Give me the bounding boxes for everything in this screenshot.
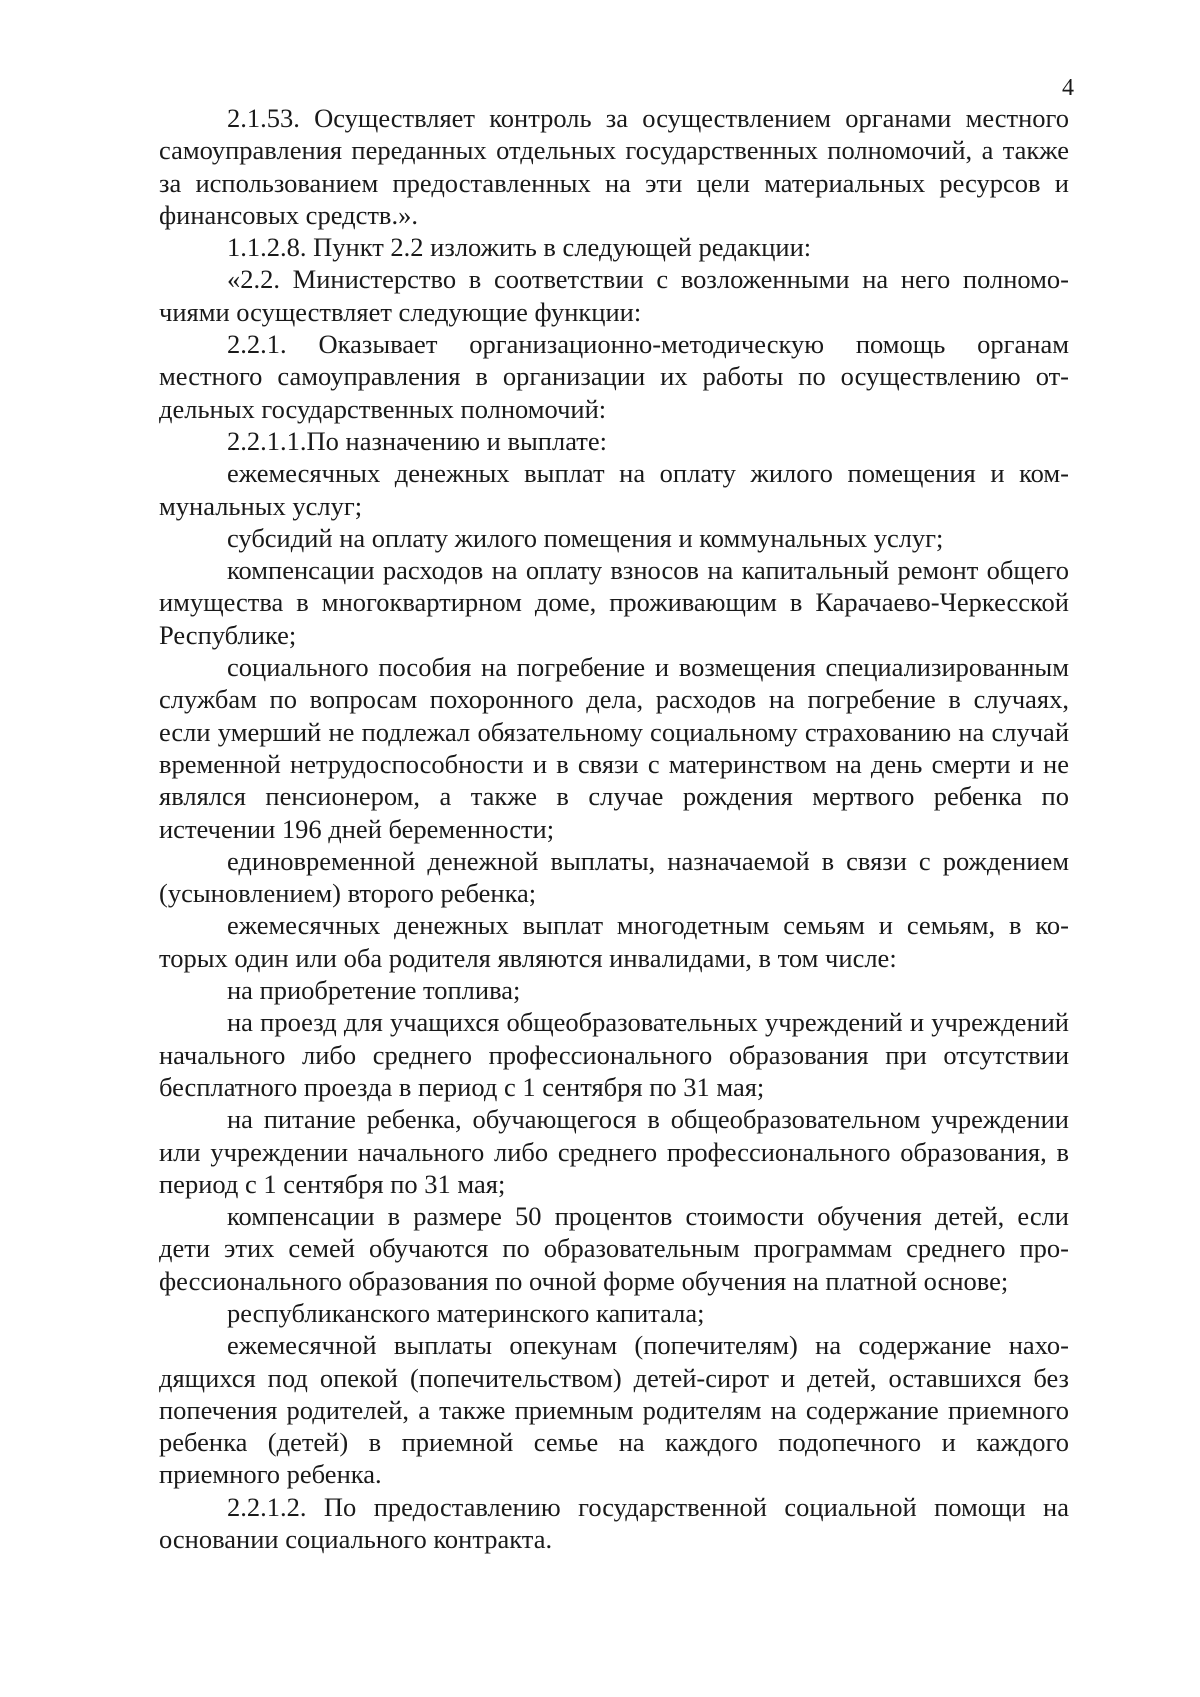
paragraph: социального пособия на погребение и возмещения специализированным службам по вопросам похоронного дела, расходов на погребение в случаях, если умерший не подлежал обязательному социальному страхованию на случай временной нетрудоспособности и в связи с материнством на день смерти и не являлся пенсионером, а также в случае рождения мертвого ребенка по истечении 196 дней беременности;: [159, 652, 1069, 844]
paragraph: единовременной денежной выплаты, назначаемой в связи с рождением (усыновлением) второго ребенка;: [159, 845, 1069, 909]
paragraph: республиканского материнского капитала;: [227, 1297, 705, 1328]
paragraph: 2.2.1.2. По предоставлению государственной социальной помощи на основании социального контракта.: [159, 1491, 1069, 1555]
paragraph: компенсации расходов на оплату взносов на капитальный ремонт общего имущества в многоквартирном доме, проживающим в Карачаево-Черкесской Республике;: [159, 555, 1069, 650]
page-number: 4: [1062, 75, 1074, 101]
paragraph: компенсации в размере 50 процентов стоимости обучения детей, если дети этих семей обучаются по образовательным программам среднего профессионального образования по очной форме обучения на платной основе;: [159, 1201, 1069, 1296]
paragraph: 2.2.1. Оказывает организационно-методическую помощь органам местного самоуправления в организации их работы по осуществлению отдельных государственных полномочий:: [159, 329, 1069, 424]
paragraph: на приобретение топлива;: [227, 975, 521, 1006]
paragraph: на питание ребенка, обучающегося в общеобразовательном учреждении или учреждении начального либо среднего профессионального образования, в период с 1 сентября по 31 мая;: [159, 1104, 1069, 1199]
paragraph: субсидий на оплату жилого помещения и коммунальных услуг;: [227, 522, 944, 553]
paragraph: 2.1.53. Осуществляет контроль за осуществлением органами местного самоуправления переданных отдельных государственных полномочий, а также за использованием предоставленных на эти цели материальных ресурсов и финансовых средств.».: [159, 103, 1069, 230]
paragraph: 1.1.2.8. Пункт 2.2 изложить в следующей редакции:: [227, 232, 812, 263]
paragraph: ежемесячной выплаты опекунам (попечителям) на содержание находящихся под опекой (попечительством) детей-сирот и детей, оставшихся без попечения родителей, а также приемным родителям на содержание приемного ребенка (детей) в приемной семье на каждого подопечного и каждого приемного ребенка.: [159, 1330, 1069, 1490]
paragraph: ежемесячных денежных выплат многодетным семьям и семьям, в которых один или оба родителя являются инвалидами, в том числе:: [159, 910, 1069, 973]
paragraph: 2.2.1.1.По назначению и выплате:: [227, 425, 607, 456]
paragraph: на проезд для учащихся общеобразовательных учреждений и учреждений начального либо среднего профессионального образования при отсутствии бесплатного проезда в период с 1 сентября по 31 мая;: [159, 1007, 1069, 1102]
document-body: [159, 102, 1069, 1555]
paragraph: «2.2. Министерство в соответствии с возложенными на него полномочиями осуществляет следующие функции:: [159, 264, 1069, 327]
paragraph: ежемесячных денежных выплат на оплату жилого помещения и коммунальных услуг;: [159, 458, 1069, 521]
